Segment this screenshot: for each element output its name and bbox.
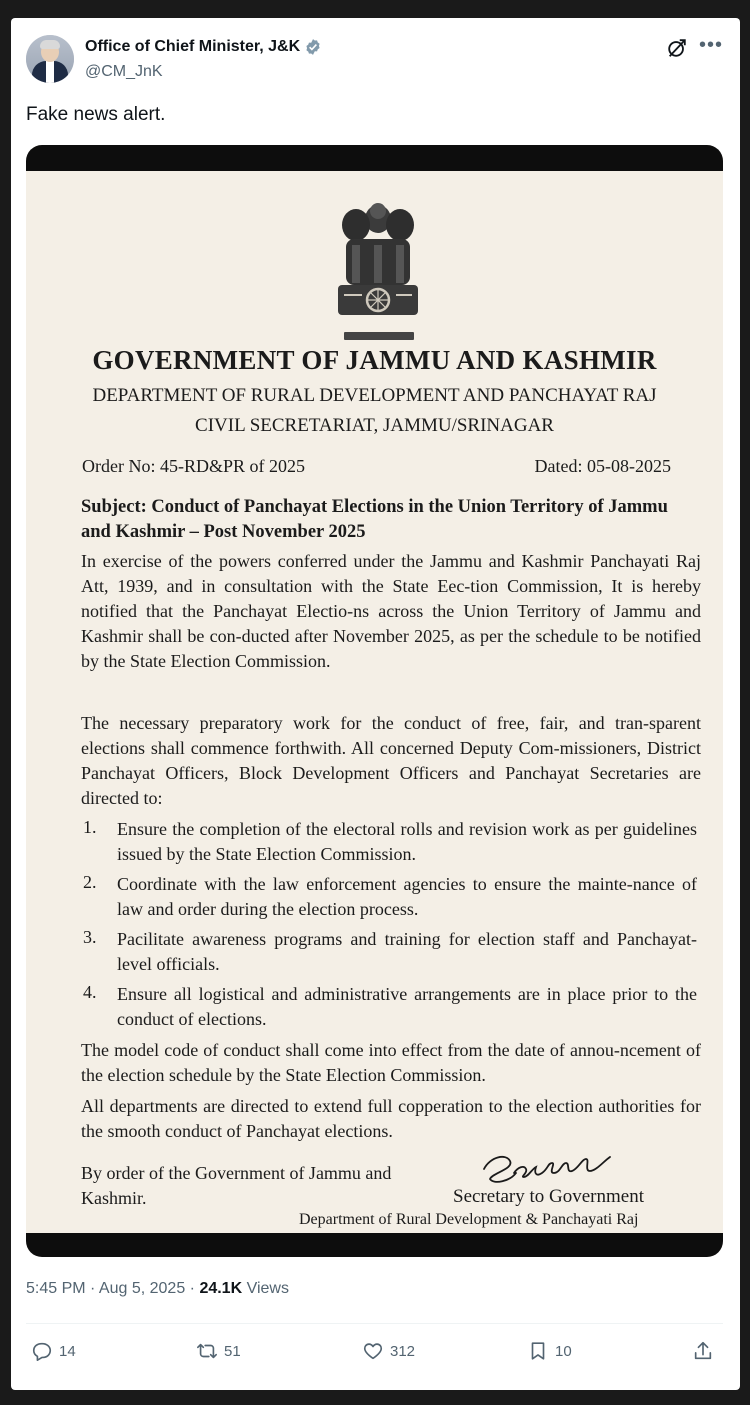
paragraph-4: All departments are directed to extend full copperation to the election authorities for the smooth conduct of Panchayat elections. (81, 1096, 701, 1141)
avatar[interactable] (26, 35, 74, 83)
author-name-text[interactable]: Office of Chief Minister, J&K (85, 38, 301, 55)
divider (26, 1323, 723, 1324)
list-item-number: 3. (83, 927, 97, 947)
share-button[interactable] (692, 1340, 714, 1362)
list-item-text: Ensure all logistical and administrative arrangements are in place prior to the conduct of elections. (117, 984, 697, 1029)
national-emblem-icon (326, 191, 430, 321)
verified-badge-icon (304, 38, 322, 56)
reply-icon (31, 1340, 53, 1362)
tweet-text: Fake news alert. (26, 104, 166, 125)
grok-icon[interactable] (666, 37, 688, 59)
document-government-title: GOVERNMENT OF JAMMU AND KASHMIR (92, 345, 657, 375)
by-order-text: By order of the Government of Jammu and Kashmir. (81, 1163, 392, 1208)
list-item-number: 4. (83, 982, 97, 1002)
paragraph-3: The model code of conduct shall come into effect from the date of annou-ncement of the election schedule by the State Election Commission. (81, 1040, 701, 1085)
paragraph-2: The necessary preparatory work for the conduct of free, fair, and tran-sparent elections shall commence forthwith. All concerned Deputy Com-missioners, District Panchayat Officers, Block Development Officers and Panchayat Secretaries are directed to: (81, 713, 701, 808)
more-options-icon[interactable]: ••• (699, 34, 724, 56)
list-item-text: Ensure the completion of the electoral rolls and revision work as per guidelines issued by the State Election Commission. (117, 819, 697, 864)
tweet-media-image[interactable] (26, 145, 723, 1257)
bookmark-button[interactable] (527, 1340, 572, 1362)
signatory-department: Department of Rural Development & Panchayati Raj (299, 1211, 639, 1228)
order-date: Dated: 05-08-2025 (534, 456, 671, 476)
tweet-header (11, 18, 740, 98)
views-count: 24.1K (199, 1280, 243, 1297)
media-top-border (26, 145, 723, 171)
tweet-actions (11, 1338, 740, 1370)
reply-count: 14 (59, 1342, 76, 1360)
list-item-text: Pacilitate awareness programs and training for election staff and Panchayat-level officials. (117, 929, 697, 974)
document-secretariat: CIVIL SECRETARIAT, JAMMU/SRINAGAR (195, 415, 554, 436)
author-handle[interactable]: @CM_JnK (85, 63, 163, 80)
heart-icon (362, 1340, 384, 1362)
repost-button[interactable] (196, 1340, 241, 1362)
reply-button[interactable] (31, 1340, 76, 1362)
author-name[interactable] (85, 38, 322, 56)
document-department: DEPARTMENT OF RURAL DEVELOPMENT AND PANCHAYAT RAJ (92, 385, 657, 406)
list-item-number: 1. (83, 817, 97, 837)
order-number: Order No: 45-RD&PR of 2025 (82, 456, 305, 476)
repost-count: 51 (224, 1342, 241, 1360)
order-subject: Subject: Conduct of Panchayat Elections in the Union Territory of Jammu and Kashmir – Post November 2025 (81, 497, 668, 542)
paragraph-1: In exercise of the powers conferred under the Jammu and Kashmir Panchayati Raj Att, 1939, and in consultation with the State Eec-tion Commission, It is hereby notified that the Panchayat Electio-ns across the Union Territory of Jammu and Kashmir shall be con-ducted after November 2025, as per the schedule to be notified by the State Election Commission. (81, 551, 701, 671)
emblem-motto (344, 332, 414, 340)
signatory-title: Secretary to Government (453, 1186, 644, 1207)
share-icon (692, 1340, 714, 1362)
media-bottom-border (26, 1233, 723, 1257)
list-item-number: 2. (83, 872, 97, 892)
government-order-document (26, 171, 723, 1233)
like-count: 312 (390, 1342, 416, 1360)
signature-icon (476, 1147, 636, 1189)
tweet-card (11, 18, 740, 1390)
like-button[interactable] (362, 1340, 415, 1362)
views-label: Views (242, 1280, 289, 1297)
repost-icon (196, 1340, 218, 1362)
tweet-timestamp[interactable]: 5:45 PM · Aug 5, 2025 · (26, 1280, 200, 1297)
list-item-text: Coordinate with the law enforcement agencies to ensure the mainte-nance of law and order during the election process. (117, 874, 697, 919)
bookmark-count: 10 (555, 1342, 572, 1360)
tweet-meta (26, 1280, 289, 1298)
bookmark-icon (527, 1340, 549, 1362)
